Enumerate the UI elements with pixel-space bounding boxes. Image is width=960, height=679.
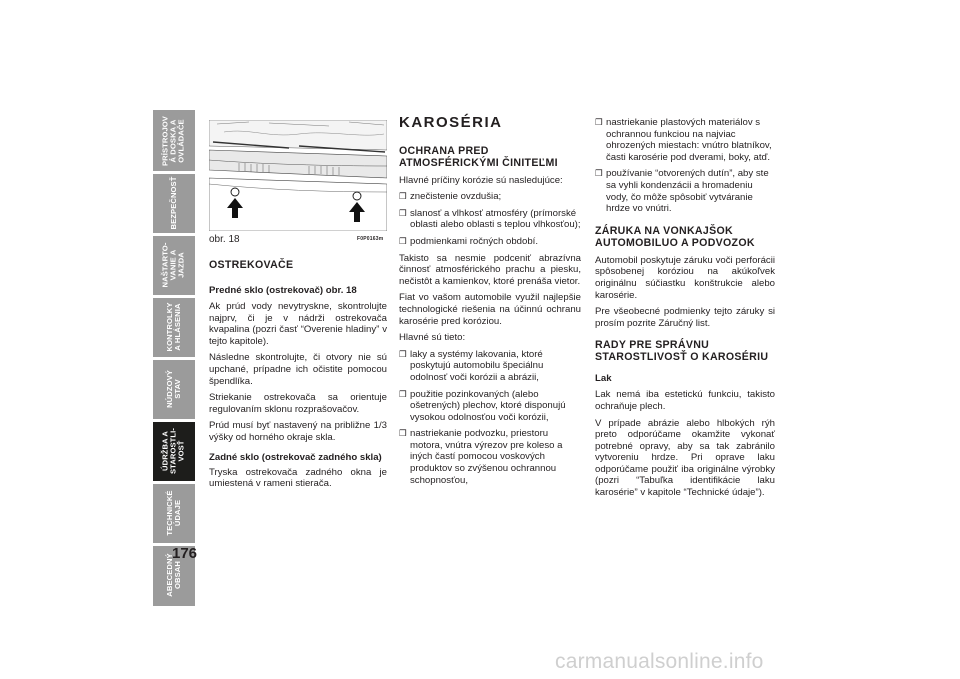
text: Prúd musí byť nastavený na približne	[209, 420, 374, 432]
section-heading-ochrana: OCHRANA PRED ATMOSFÉRICKÝMI ČINITEĽMI	[399, 144, 558, 169]
checkbox-bullet-icon: ❒	[399, 388, 407, 399]
tab-udrzba[interactable]	[153, 420, 195, 482]
paragraph: Automobil poskytuje záruku voči perforácii spôsobenej koróziou na akúkoľvek originálnu súčiastku konštrukcie alebo karosérie.	[595, 254, 775, 301]
tab-label: NAŠTARTO- VANIE A JAZDA	[160, 242, 187, 288]
paragraph: Tryska ostrekovača zadného okna je umiestená v rameni stierača.	[209, 466, 387, 490]
tab-label: BEZPEČNOSŤ	[168, 176, 178, 230]
list-item	[595, 168, 775, 214]
paragraph: Striekanie ostrekovača sa orientuje regulovaním sklonu rozprašovačov.	[209, 392, 387, 415]
tab-nudzovy-stav[interactable]	[153, 358, 195, 420]
list-item-text: slanosť a vlhkosť atmosféry (prímorské oblasti alebo oblasti s teplou vlhkosťou);	[410, 207, 581, 231]
checkbox-bullet-icon: ❒	[399, 207, 407, 218]
paragraph: V prípade abrázie alebo hlbokých rýh preto odporúčame okamžite vykonať potrebné opravy, aby sa tak zabránilo vytvoreniu hrdze. Pri oprave laku odporúčame použiť iba originálne výrobky (pozri “Tabuľka identifikácie laku karosérie” v kapitole “Technické údaje”).	[595, 417, 775, 499]
paragraph: Fiat vo vašom automobile využil najlepšie technologické riešenia na účinnú ochranu karosérie pred koróziou.	[399, 292, 581, 327]
fraction: 1/3	[373, 420, 387, 432]
subheading-lak: Lak	[595, 373, 612, 385]
list-item	[399, 428, 581, 486]
checkbox-bullet-icon: ❒	[399, 428, 407, 439]
paragraph: Hlavné sú tieto:	[399, 332, 466, 344]
page-number: 176	[172, 545, 198, 562]
section-heading-zaruka: ZÁRUKA NA VONKAJŠOK AUTOMOBILUO A PODVOZOK	[595, 224, 755, 249]
checkbox-bullet-icon: ❒	[399, 348, 407, 359]
list-item	[399, 349, 581, 384]
list-item	[399, 389, 581, 424]
tab-label: ÚDRŽBA A STAROSTLI- VOSŤ	[160, 428, 187, 474]
list-item	[399, 208, 581, 231]
tab-label: NÚDZOVÝ STAV	[164, 370, 182, 408]
paragraph: Pre všeobecné podmienky tejto záruky si prosím pozrite Záručný list.	[595, 306, 775, 329]
checkbox-bullet-icon: ❒	[595, 117, 603, 127]
paragraph-fraction	[209, 420, 387, 443]
figure-code: F0P0163m	[357, 236, 384, 242]
figure-caption: obr. 18	[209, 234, 240, 245]
list-item-text: znečistenie ovzdušia;	[410, 191, 502, 203]
tab-bezpecnost[interactable]	[153, 172, 195, 234]
list-item-text: laky a systémy lakovania, ktoré poskytujú automobilu špeciálnu odolnosť voči korózii a abrázii,	[410, 348, 544, 383]
subheading-zadne-sklo: Zadné sklo (ostrekovač zadného skla)	[209, 451, 382, 463]
list-item-text: nastriekanie plastových materiálov s ochrannou funkciou na najviac ohrozených miestach: vnútro blatníkov, časti karosérie pod dverami, boky, atď.	[606, 117, 772, 163]
tab-nastartovanie[interactable]	[153, 234, 195, 296]
paragraph: Lak nemá iba estetickú funkciu, takisto ochraňuje plech.	[595, 389, 775, 412]
paragraph: Takisto sa nesmie podceniť abrazívna činnosť atmosférického prachu a piesku, nečistôt a kamienkov, ktoré prenáša vietor.	[399, 252, 581, 287]
column-2	[399, 114, 581, 491]
tab-label: TECHNICKÉ ÚDAJE	[164, 490, 182, 536]
section-heading-rady: RADY PRE SPRÁVNU STAROSTLIVOSŤ O KAROSÉRIU	[595, 339, 769, 364]
tab-label: ABECEDNÝ OBSAH	[164, 553, 182, 597]
checkbox-bullet-icon: ❒	[399, 235, 407, 246]
washer-nozzle-illustration	[209, 120, 387, 231]
list-item-text: použitie pozinkovaných (alebo ošetrených) plechov, ktoré disponujú vysokou odolnosťou voči korózii,	[410, 388, 566, 423]
paragraph: Hlavné príčiny korózie sú nasledujúce:	[399, 174, 563, 186]
column-1	[209, 259, 387, 495]
paragraph: Ak prúd vody nevytryskne, skontrolujte najprv, či je v nádrži ostrekovača kvapalina (pozri časť “Overenie hladiny” v tejto kapitole).	[209, 301, 387, 347]
paragraph: Následne skontrolujte, či otvory nie sú upchané, prípadne ich očistite pomocou špendlíka.	[209, 352, 387, 387]
section-heading-ostrekovace: OSTREKOVAČE	[209, 259, 294, 271]
tab-kontrolky[interactable]	[153, 296, 195, 358]
washer-nozzle-figure	[209, 120, 387, 231]
column-3	[595, 117, 775, 504]
list-item-text: nastriekanie podvozku, priestoru motora, vnútra výrezov pre koleso a iných častí pomocou voskových produktov so zvýšenou ochrannou schopnosťou,	[410, 428, 563, 486]
checkbox-bullet-icon: ❒	[595, 168, 603, 179]
tab-pristrojova-doska[interactable]	[153, 110, 195, 172]
subheading-predne-sklo: Predné sklo (ostrekovač) obr. 18	[209, 285, 357, 296]
watermark: carmanualsonline.info	[555, 650, 764, 673]
text: výšky od horného okraje skla.	[209, 431, 336, 443]
list-item-text: podmienkami ročných období.	[410, 235, 538, 247]
list-item	[399, 191, 581, 203]
chapter-title: KAROSÉRIA	[399, 114, 503, 131]
list-item-text: používanie “otvorených dutín”, aby ste sa vyhli kondenzácii a hromadeniu vody, čo môže spôsobiť vytváranie hrdze vo vnútri.	[606, 168, 769, 215]
tab-label: PRÍSTROJOV Á DOSKA A OVLÁDAČE	[160, 116, 187, 166]
checkbox-bullet-icon: ❒	[399, 191, 407, 202]
tab-technicke-udaje[interactable]	[153, 482, 195, 544]
tab-label: KONTROLKY A HLÁSENIA	[164, 302, 182, 352]
list-item	[595, 117, 775, 163]
list-item	[399, 236, 581, 248]
